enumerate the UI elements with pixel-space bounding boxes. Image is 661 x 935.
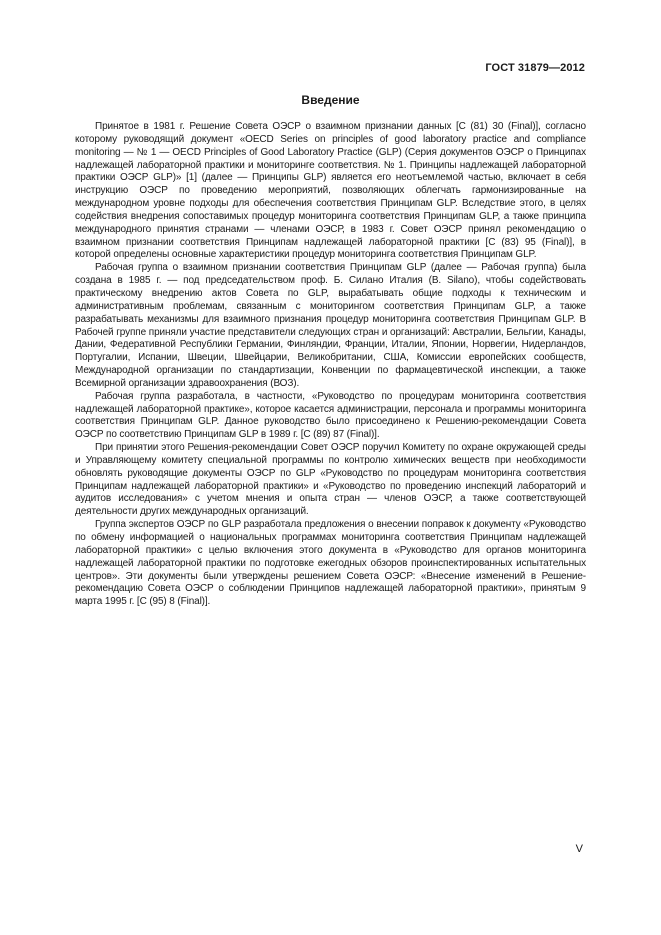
paragraph: Рабочая группа разработала, в частности, «Руководство по процедурам мониторинга соответствия надлежащей лабораторной практике», которое касается администрации, персонала и программы мониторинга соответствия Принципам GLP. Данное руководство было присоединено к Решению-рекомендации Совета ОЭСР по соответствию Принципам GLP в 1989 г. [C (89) 87 (Final)]. xyxy=(75,390,586,441)
section-title: Введение xyxy=(301,93,360,107)
paragraph: Рабочая группа о взаимном признании соответствия Принципам GLP (далее — Рабочая группа) была создана в 1985 г. — под председательством проф. Б. Силано Италия (B. Silano), чтобы содействовать практическому внедрению актов Совета по GLP, вырабатывать общие подходы к техническим и административным проблемам, связанным с мониторингом соответствия Принципам GLP, а также разрабатывать механизмы для взаимного признания процедур мониторинга соответствия Принципам GLP. В Рабочей группе приняли участие представители следующих стран и организаций: Австралии, Бельгии, Канады, Дании, Федеративной Республики Германии, Финляндии, Франции, Италии, Японии, Норвегии, Нидерландов, Португалии, Испании, Швеции, Швейцарии, Великобритании, США, Комиссии европейских сообществ, Международной организации по стандартизации, Конвенции по фармацевтической инспекции, а также Всемирной организации здравоохранения (ВОЗ). xyxy=(75,262,586,389)
page-number: V xyxy=(575,843,583,855)
body-text xyxy=(75,121,586,609)
paragraph: Принятое в 1981 г. Решение Совета ОЭСР о взаимном признании данных [C (81) 30 (Final)], согласно которому руководящий документ «OECD Series on principles of good laboratory practice and compliance monitoring — № 1 — OECD Principles of Good Laboratory Practice (GLP) (Серия документов ОЭСР о Принципах надлежащей лабораторной практики и мониторинге соответствия. № 1. Принципы надлежащей лабораторной практики ОЭСР GLP)» [1] (далее — Принципы GLP) является его неотъемлемой частью, включает в себя инструкцию ОЭСР по проведению мероприятий, позволяющих облегчать гармонизированные на международном уровне подходы для обеспечения соответствия Принципам GLP. Вследствие этого, в целях содействия внедрения сопоставимых процедур мониторинга соответствия Принципам GLP, а также принципа международного принятия странами — членами ОЭСР, в 1983 г. Совет ОЭСР принял рекомендацию о взаимном признании соответствия Принципам надлежащей лабораторной практики [C (83) 95 (Final)], в которой определены основные характеристики процедур мониторинга соответствия Принципам GLP. xyxy=(75,121,586,261)
paragraph: Группа экспертов ОЭСР по GLP разработала предложения о внесении поправок к документу «Руководство по обмену информацией о национальных программах мониторинга соответствия Принципам надлежащей лабораторной практики» с целью включения этого документа в «Руководство для органов мониторинга надлежащей лабораторной практики по подготовке ежегодных обзоров проинспектированных испытательных центров». Эти документы были утверждены решением Совета ОЭСР: «Внесение изменений в Решение-рекомендацию Совета ОЭСР о соблюдении Принципов надлежащей лабораторной практики», принятым 9 марта 1995 г. [C (95) 8 (Final)]. xyxy=(75,519,586,608)
paragraph: При принятии этого Решения-рекомендации Совет ОЭСР поручил Комитету по охране окружающей среды и Управляющему комитету специальной программы по контролю химических веществ при необходимости обновлять руководящие документы ОЭСР по GLP «Руководство по процедурам мониторинга соответствия Принципам надлежащей лабораторной практики» и «Руководство по проведению инспекций лабораторий и аудитов исследования» с учетом мнения и опыта стран — членов ОЭСР, а также соответствующей деятельности других международных организаций. xyxy=(75,442,586,518)
standard-code-header: ГОСТ 31879—2012 xyxy=(485,62,585,74)
